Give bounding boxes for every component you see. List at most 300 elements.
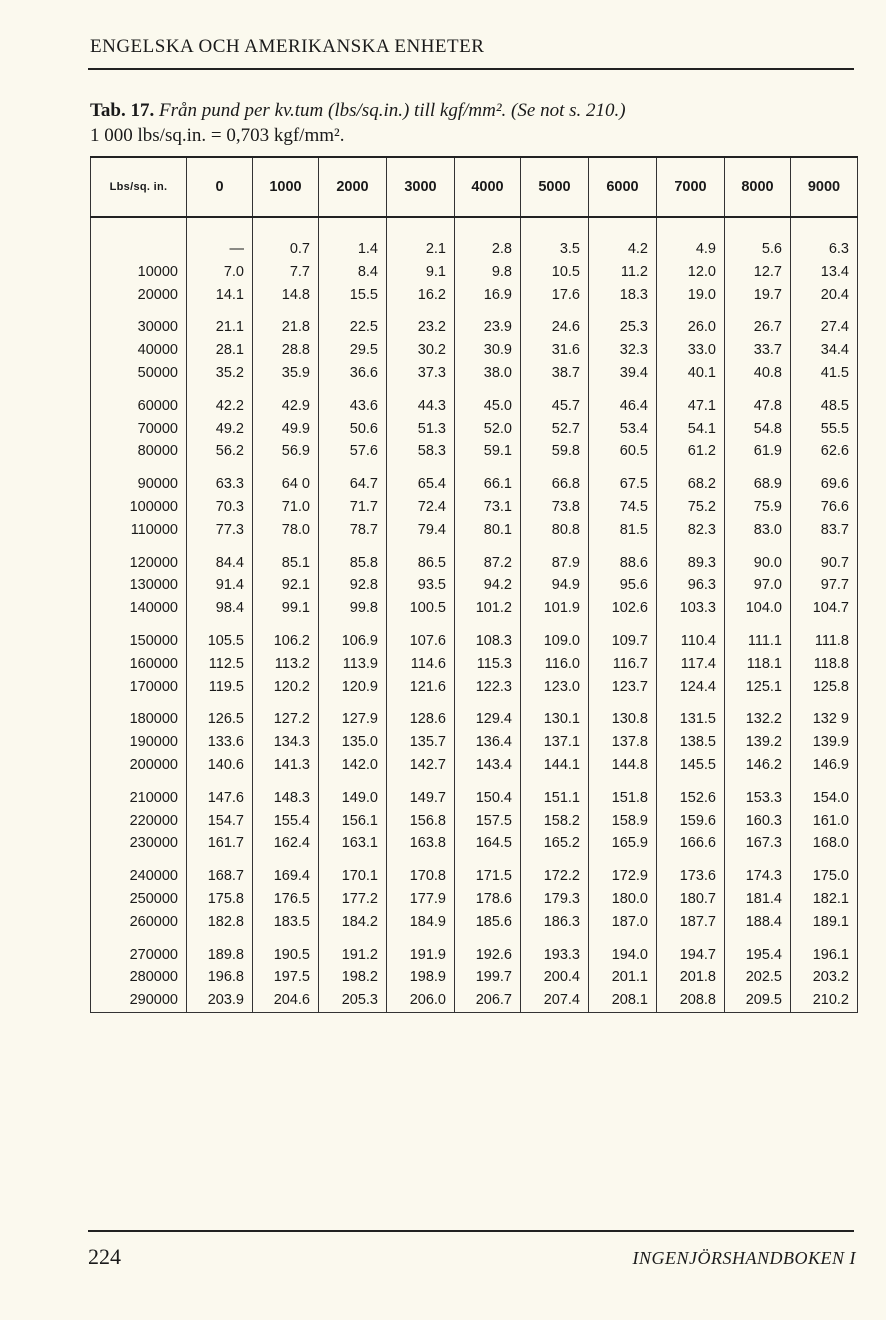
value-cell: 86.5 [387,552,455,575]
value-cell: 160.3 [725,810,791,833]
value-cell: 127.9 [319,708,387,731]
value-cell: 75.9 [725,496,791,519]
value-cell: 26.0 [657,316,725,339]
page-number: 224 [88,1244,121,1269]
value-cell: 35.9 [253,362,319,385]
value-cell: 125.1 [725,676,791,699]
row-label: 70000 [91,418,187,441]
column-header: 1000 [253,157,319,217]
value-cell: 165.9 [589,832,657,855]
table-row [91,284,858,307]
running-header: ENGELSKA OCH AMERIKANSKA ENHETER [90,36,485,57]
column-header: 5000 [521,157,589,217]
value-cell: 209.5 [725,989,791,1012]
table-row [91,754,858,777]
gap-cell [253,463,319,473]
value-cell: 201.8 [657,966,725,989]
gap-cell [589,620,657,630]
value-cell: 204.6 [253,989,319,1012]
row-label: 210000 [91,787,187,810]
value-cell: 161.7 [187,832,253,855]
gap-cell [791,620,858,630]
value-cell: 11.2 [589,261,657,284]
value-cell: 132.2 [725,708,791,731]
footer-rule [88,1230,854,1232]
column-header: 2000 [319,157,387,217]
gap-cell [589,777,657,787]
value-cell: 70.3 [187,496,253,519]
gap-cell [725,306,791,316]
row-label: 50000 [91,362,187,385]
value-cell: 116.7 [589,653,657,676]
table-row [91,966,858,989]
value-cell: 68.2 [657,473,725,496]
value-cell: 49.2 [187,418,253,441]
value-cell: 5.6 [725,238,791,261]
value-cell: 23.9 [455,316,521,339]
value-cell: 158.9 [589,810,657,833]
value-cell: 2.8 [455,238,521,261]
value-cell: 62.6 [791,440,858,463]
value-cell: 78.7 [319,519,387,542]
table-row [91,911,858,934]
value-cell: 94.2 [455,574,521,597]
value-cell: 40.1 [657,362,725,385]
value-cell: 186.3 [521,911,589,934]
value-cell: 0.7 [253,238,319,261]
value-cell: 27.4 [791,316,858,339]
value-cell: 29.5 [319,339,387,362]
value-cell: 61.9 [725,440,791,463]
gap-cell [521,542,589,552]
value-cell: 189.1 [791,911,858,934]
value-cell: 59.8 [521,440,589,463]
value-cell: 175.8 [187,888,253,911]
gap-cell [589,385,657,395]
table-row [91,865,858,888]
gap-cell [725,385,791,395]
spacer-cell [91,217,187,238]
corner-header: Lbs/sq. in. [91,157,187,217]
table-row [91,339,858,362]
value-cell: 25.3 [589,316,657,339]
value-cell: 184.2 [319,911,387,934]
gap-cell [791,542,858,552]
gap-cell [253,698,319,708]
value-cell: 72.4 [387,496,455,519]
value-cell: 139.2 [725,731,791,754]
value-cell: 48.5 [791,395,858,418]
value-cell: 135.0 [319,731,387,754]
value-cell: 210.2 [791,989,858,1012]
value-cell: 14.8 [253,284,319,307]
column-header: 8000 [725,157,791,217]
value-cell: 197.5 [253,966,319,989]
table-row [91,574,858,597]
gap-cell [319,385,387,395]
value-cell: 66.8 [521,473,589,496]
value-cell: 91.4 [187,574,253,597]
value-cell: 176.5 [253,888,319,911]
tab-title: Från pund per kv.tum (lbs/sq.in.) till kgf/mm². (Se not s. 210.) [159,100,626,121]
table-row [91,731,858,754]
value-cell: 30.9 [455,339,521,362]
table-row [91,473,858,496]
value-cell: 127.2 [253,708,319,731]
gap-cell [91,855,187,865]
value-cell: 114.6 [387,653,455,676]
conversion-table [90,156,858,1013]
gap-cell [725,463,791,473]
gap-cell [589,698,657,708]
value-cell: 118.1 [725,653,791,676]
gap-cell [387,698,455,708]
value-cell: 88.6 [589,552,657,575]
gap-cell [657,542,725,552]
value-cell: 103.3 [657,597,725,620]
gap-cell [319,934,387,944]
value-cell: 82.3 [657,519,725,542]
value-cell: 182.8 [187,911,253,934]
value-cell: 69.6 [791,473,858,496]
value-cell: 23.2 [387,316,455,339]
value-cell: 196.1 [791,944,858,967]
value-cell: 191.9 [387,944,455,967]
value-cell: 9.8 [455,261,521,284]
gap-cell [455,698,521,708]
value-cell: 31.6 [521,339,589,362]
value-cell: — [187,238,253,261]
gap-cell [387,777,455,787]
value-cell: 124.4 [657,676,725,699]
value-cell: 8.4 [319,261,387,284]
value-cell: 12.0 [657,261,725,284]
value-cell: 37.3 [387,362,455,385]
value-cell: 64 0 [253,473,319,496]
value-cell: 87.9 [521,552,589,575]
gap-cell [791,934,858,944]
row-label: 260000 [91,911,187,934]
value-cell: 98.4 [187,597,253,620]
value-cell: 149.7 [387,787,455,810]
gap-cell [387,306,455,316]
row-label: 10000 [91,261,187,284]
value-cell: 180.0 [589,888,657,911]
gap-cell [91,463,187,473]
value-cell: 168.0 [791,832,858,855]
gap-cell [319,463,387,473]
value-cell: 179.3 [521,888,589,911]
value-cell: 51.3 [387,418,455,441]
gap-cell [253,385,319,395]
group-gap [91,306,858,316]
value-cell: 145.5 [657,754,725,777]
row-label: 140000 [91,597,187,620]
value-cell: 99.1 [253,597,319,620]
spacer-cell [791,217,858,238]
row-label: 280000 [91,966,187,989]
gap-cell [725,777,791,787]
gap-cell [725,855,791,865]
value-cell: 185.6 [455,911,521,934]
spacer-cell [725,217,791,238]
value-cell: 50.6 [319,418,387,441]
value-cell: 171.5 [455,865,521,888]
value-cell: 33.0 [657,339,725,362]
spacer-row [91,217,858,238]
table-row [91,519,858,542]
value-cell: 125.8 [791,676,858,699]
gap-cell [589,934,657,944]
value-cell: 6.3 [791,238,858,261]
gap-cell [319,698,387,708]
value-cell: 142.7 [387,754,455,777]
value-cell: 153.3 [725,787,791,810]
gap-cell [657,698,725,708]
value-cell: 190.5 [253,944,319,967]
value-cell: 71.7 [319,496,387,519]
value-cell: 140.6 [187,754,253,777]
gap-cell [725,542,791,552]
row-label: 240000 [91,865,187,888]
value-cell: 180.7 [657,888,725,911]
value-cell: 106.9 [319,630,387,653]
value-cell: 87.2 [455,552,521,575]
value-cell: 166.6 [657,832,725,855]
row-label [91,238,187,261]
value-cell: 194.0 [589,944,657,967]
value-cell: 52.0 [455,418,521,441]
value-cell: 120.2 [253,676,319,699]
value-cell: 123.7 [589,676,657,699]
gap-cell [657,306,725,316]
spacer-cell [319,217,387,238]
gap-cell [657,463,725,473]
table-caption [90,98,626,148]
table-row [91,238,858,261]
value-cell: 78.0 [253,519,319,542]
value-cell: 144.1 [521,754,589,777]
value-cell: 46.4 [589,395,657,418]
value-cell: 156.8 [387,810,455,833]
table-row [91,676,858,699]
gap-cell [91,777,187,787]
value-cell: 137.1 [521,731,589,754]
gap-cell [455,855,521,865]
group-gap [91,777,858,787]
value-cell: 30.2 [387,339,455,362]
gap-cell [791,777,858,787]
value-cell: 198.2 [319,966,387,989]
value-cell: 195.4 [725,944,791,967]
value-cell: 165.2 [521,832,589,855]
gap-cell [589,306,657,316]
gap-cell [521,698,589,708]
gap-cell [455,463,521,473]
value-cell: 150.4 [455,787,521,810]
gap-cell [521,777,589,787]
value-cell: 193.3 [521,944,589,967]
value-cell: 94.9 [521,574,589,597]
value-cell: 142.0 [319,754,387,777]
value-cell: 14.1 [187,284,253,307]
value-cell: 68.9 [725,473,791,496]
gap-cell [387,934,455,944]
table-row [91,787,858,810]
gap-cell [187,620,253,630]
row-label: 220000 [91,810,187,833]
value-cell: 49.9 [253,418,319,441]
value-cell: 102.6 [589,597,657,620]
value-cell: 56.9 [253,440,319,463]
value-cell: 163.1 [319,832,387,855]
table-row [91,630,858,653]
value-cell: 183.5 [253,911,319,934]
column-header: 0 [187,157,253,217]
gap-cell [91,620,187,630]
table-row [91,552,858,575]
value-cell: 189.8 [187,944,253,967]
value-cell: 157.5 [455,810,521,833]
gap-cell [187,855,253,865]
value-cell: 151.1 [521,787,589,810]
gap-cell [725,934,791,944]
gap-cell [187,934,253,944]
value-cell: 119.5 [187,676,253,699]
value-cell: 152.6 [657,787,725,810]
value-cell: 104.7 [791,597,858,620]
gap-cell [657,855,725,865]
value-cell: 199.7 [455,966,521,989]
value-cell: 200.4 [521,966,589,989]
gap-cell [589,463,657,473]
value-cell: 7.7 [253,261,319,284]
value-cell: 151.8 [589,787,657,810]
gap-cell [387,385,455,395]
table-row [91,597,858,620]
gap-cell [725,620,791,630]
value-cell: 105.5 [187,630,253,653]
value-cell: 196.8 [187,966,253,989]
value-cell: 149.0 [319,787,387,810]
value-cell: 132 9 [791,708,858,731]
value-cell: 172.9 [589,865,657,888]
value-cell: 106.2 [253,630,319,653]
value-cell: 172.2 [521,865,589,888]
group-gap [91,385,858,395]
value-cell: 133.6 [187,731,253,754]
value-cell: 182.1 [791,888,858,911]
value-cell: 136.4 [455,731,521,754]
gap-cell [791,385,858,395]
value-cell: 156.1 [319,810,387,833]
row-label: 40000 [91,339,187,362]
value-cell: 191.2 [319,944,387,967]
value-cell: 28.8 [253,339,319,362]
value-cell: 178.6 [455,888,521,911]
gap-cell [791,306,858,316]
gap-cell [725,698,791,708]
value-cell: 117.4 [657,653,725,676]
value-cell: 34.4 [791,339,858,362]
spacer-cell [657,217,725,238]
gap-cell [319,855,387,865]
gap-cell [253,777,319,787]
value-cell: 21.1 [187,316,253,339]
value-cell: 201.1 [589,966,657,989]
table-row [91,440,858,463]
table-row [91,653,858,676]
value-cell: 85.1 [253,552,319,575]
value-cell: 121.6 [387,676,455,699]
value-cell: 187.0 [589,911,657,934]
value-cell: 155.4 [253,810,319,833]
caption-title-line [90,98,626,123]
value-cell: 53.4 [589,418,657,441]
value-cell: 108.3 [455,630,521,653]
value-cell: 47.8 [725,395,791,418]
table-row [91,888,858,911]
value-cell: 126.5 [187,708,253,731]
value-cell: 115.3 [455,653,521,676]
value-cell: 177.2 [319,888,387,911]
spacer-cell [387,217,455,238]
group-gap [91,934,858,944]
value-cell: 15.5 [319,284,387,307]
value-cell: 207.4 [521,989,589,1012]
value-cell: 38.0 [455,362,521,385]
value-cell: 12.7 [725,261,791,284]
group-gap [91,542,858,552]
value-cell: 58.3 [387,440,455,463]
value-cell: 137.8 [589,731,657,754]
value-cell: 41.5 [791,362,858,385]
gap-cell [791,855,858,865]
table-row [91,316,858,339]
value-cell: 130.8 [589,708,657,731]
row-label: 190000 [91,731,187,754]
value-cell: 112.5 [187,653,253,676]
row-label: 160000 [91,653,187,676]
value-cell: 143.4 [455,754,521,777]
value-cell: 97.0 [725,574,791,597]
value-cell: 198.9 [387,966,455,989]
gap-cell [91,542,187,552]
value-cell: 113.2 [253,653,319,676]
value-cell: 134.3 [253,731,319,754]
gap-cell [187,385,253,395]
value-cell: 111.8 [791,630,858,653]
column-header: 3000 [387,157,455,217]
value-cell: 38.7 [521,362,589,385]
value-cell: 131.5 [657,708,725,731]
gap-cell [521,620,589,630]
value-cell: 1.4 [319,238,387,261]
group-gap [91,855,858,865]
gap-cell [657,934,725,944]
value-cell: 120.9 [319,676,387,699]
value-cell: 194.7 [657,944,725,967]
row-label: 180000 [91,708,187,731]
value-cell: 141.3 [253,754,319,777]
value-cell: 32.3 [589,339,657,362]
value-cell: 66.1 [455,473,521,496]
gap-cell [521,385,589,395]
gap-cell [589,542,657,552]
value-cell: 26.7 [725,316,791,339]
value-cell: 167.3 [725,832,791,855]
spacer-cell [455,217,521,238]
